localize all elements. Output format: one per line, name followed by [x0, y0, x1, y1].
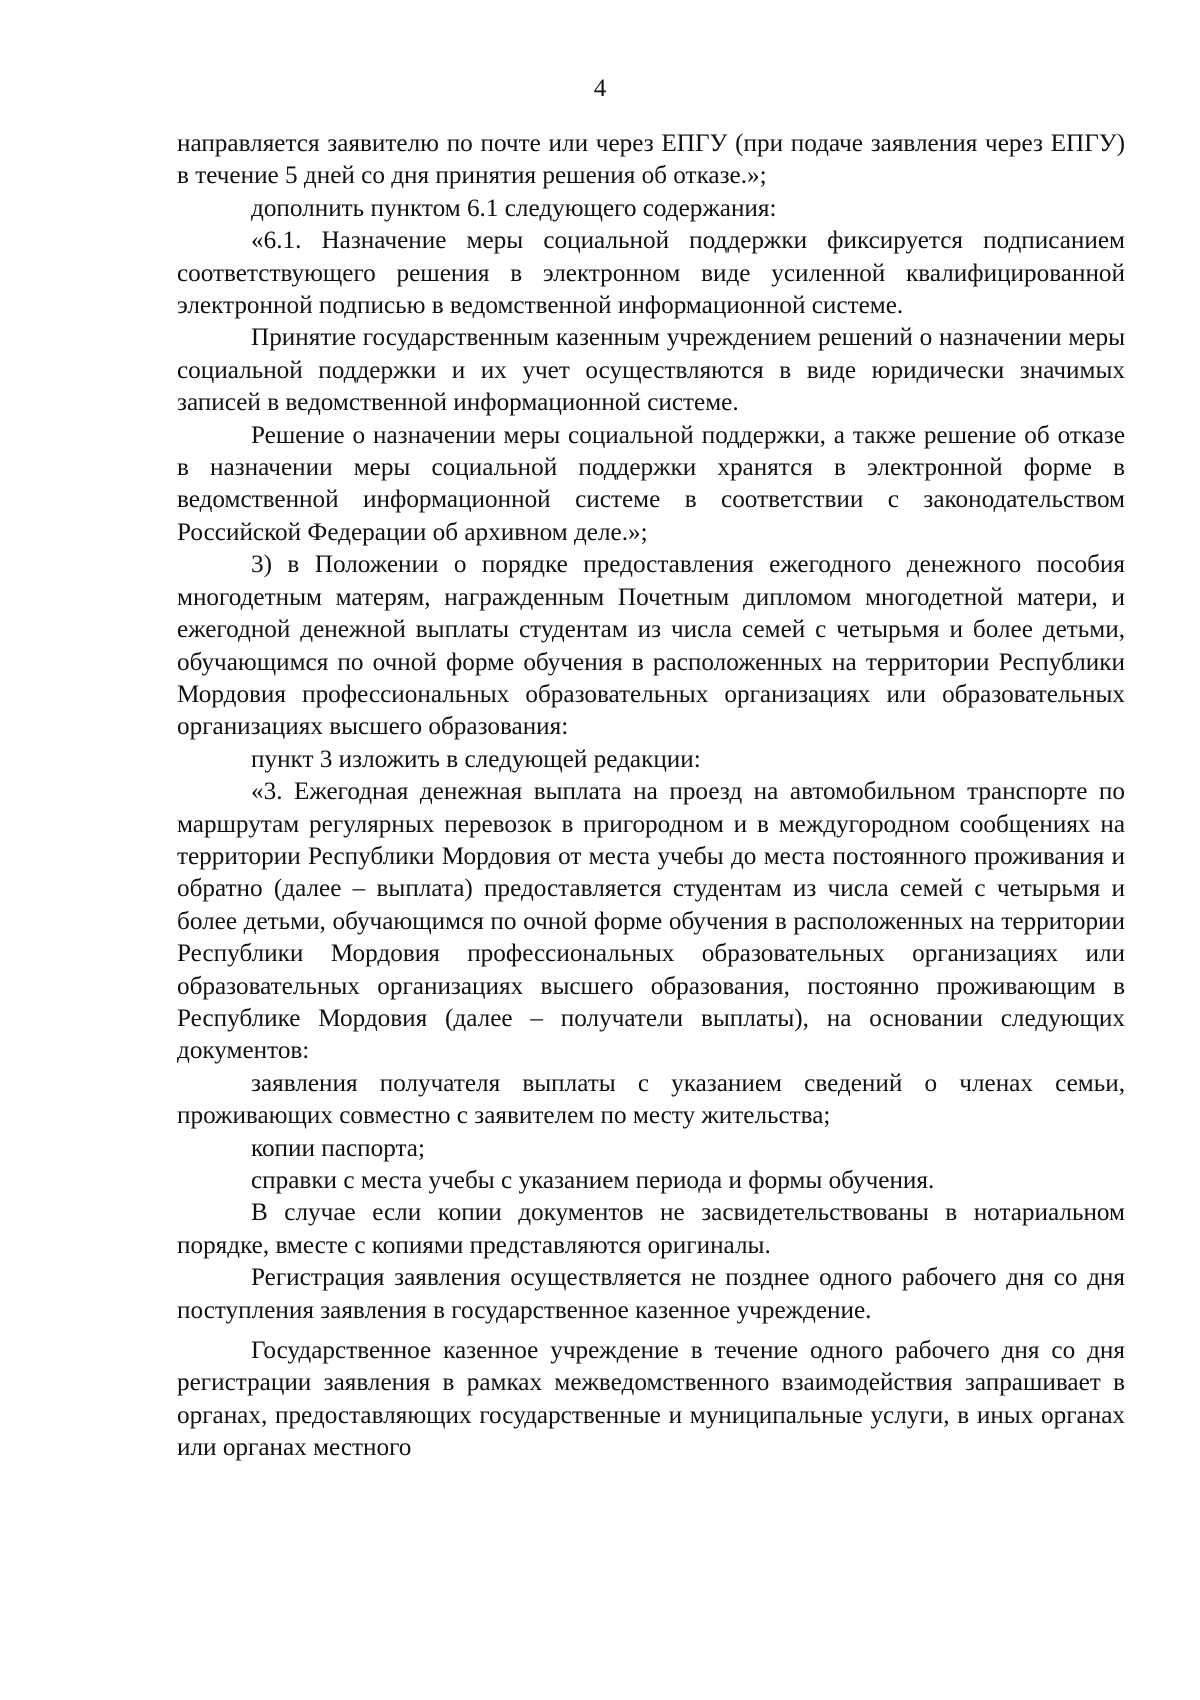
paragraph-registration: Регистрация заявления осуществляется не позднее одного рабочего дня со дня поступления заявления в государственное казенное учреждение.: [177, 1264, 1125, 1324]
paragraph-amendment-intro: дополнить пунктом 6.1 следующего содержания:: [251, 194, 777, 222]
paragraph-clause-3: «3. Ежегодная денежная выплата на проезд на автомобильном транспорте по маршрутам регулярных перевозок в пригородном и в междугородном сообщениях на территории Республики Мордовия от места учебы до места постоянного проживания и обратно (далее – выплата) предоставляется студентам из числа семей с четырьмя и более детьми, обучающимся по очной форме обучения в расположенных на территории Республики Мордовия профессиональных образовательных организациях или образовательных организациях высшего образования, постоянно проживающим в Республике Мордовия (далее – получатели выплаты), на основании следующих документов:: [177, 778, 1125, 1065]
paragraph-continuation: направляется заявителю по почте или через ЕПГУ (при подаче заявления через ЕПГУ) в течение 5 дней со дня принятия решения об отказе.»;: [177, 130, 1125, 190]
paragraph-item-3: 3) в Положении о порядке предоставления ежегодного денежного пособия многодетным матерям, награжденным Почетным дипломом многодетной матери, и ежегодной денежной выплаты студентам из числа семей с четырьмя и более детьми, обучающимся по очной форме обучения в расположенных на территории Республики Мордовия профессиональных образовательных организациях или образовательных организациях высшего образования:: [177, 551, 1125, 741]
document-body: [177, 128, 1125, 1465]
paragraph-clause-6-1: «6.1. Назначение меры социальной поддержки фиксируется подписанием соответствующего решения в электронном виде усиленной квалифицированной электронной подписью в ведомственной информационной системе.: [177, 227, 1125, 320]
paragraph-decisions-records: Принятие государственным казенным учреждением решений о назначении меры социальной поддержки и их учет осуществляются в виде юридически значимых записей в ведомственной информационной системе.: [177, 324, 1125, 417]
paragraph-point-3-intro: пункт 3 изложить в следующей редакции:: [251, 745, 701, 773]
list-item-application: заявления получателя выплаты с указанием сведений о членах семьи, проживающих совместно с заявителем по месту жительства;: [177, 1069, 1125, 1130]
list-item-study-certificate: справки с места учебы с указанием периода и формы обучения.: [251, 1167, 935, 1194]
paragraph-interagency-request: Государственное казенное учреждение в течение одного рабочего дня со дня регистрации заявления в рамках межведомственного взаимодействия запрашивает в органах, предоставляющих государственные и муниципальные услуги, в иных органах или органах местного: [177, 1337, 1125, 1462]
page-number: 4: [593, 75, 607, 102]
paragraph-decisions-storage: Решение о назначении меры социальной поддержки, а также решение об отказе в назначении меры социальной поддержки хранятся в электронной форме в ведомственной информационной системе в соответствии с законодательством Российской Федерации об архивном деле.»;: [177, 421, 1125, 546]
paragraph-notarization: В случае если копии документов не засвидетельствованы в нотариальном порядке, вместе с копиями представляются оригиналы.: [177, 1199, 1125, 1259]
list-item-passport-copy: копии паспорта;: [251, 1134, 425, 1162]
